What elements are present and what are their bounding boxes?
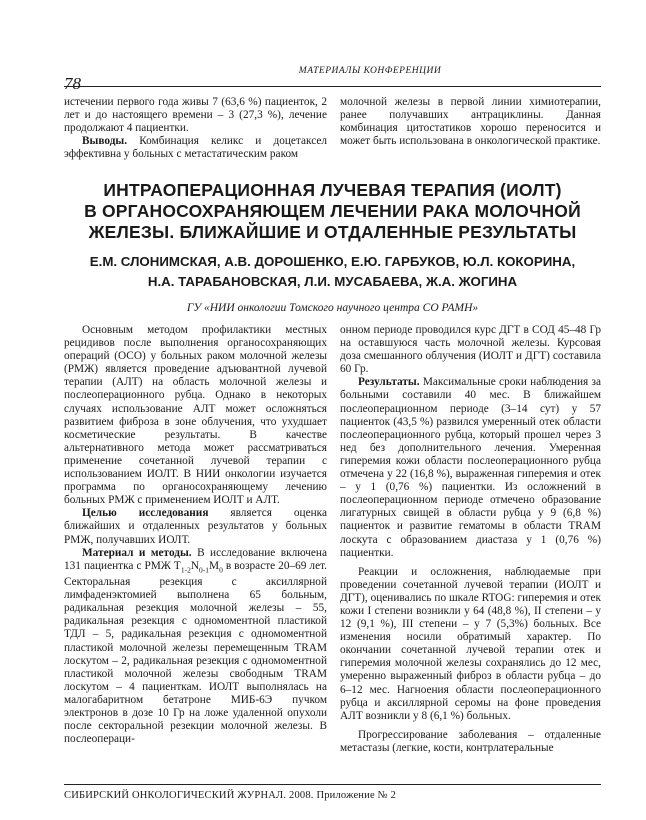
aim-text: является оценка ближайших и отдаленных результатов у больных РМЖ, получавших ИОЛТ. xyxy=(64,507,327,546)
main-left-column xyxy=(64,324,327,746)
conclusions-text: Комбинация келикс и доцетаксел эффективна у больных с метастатическим раком xyxy=(64,135,327,161)
page-number: 78 xyxy=(64,74,81,93)
m-subscript: 0 xyxy=(219,564,223,574)
affiliation: ГУ «НИИ онкологии Томского научного центра СО РАМН» xyxy=(186,302,479,314)
title-line: ИНТРАОПЕРАЦИОННАЯ ЛУЧЕВАЯ ТЕРАПИЯ (ИОЛТ) xyxy=(103,180,562,200)
intro-paragraph: Основным методом профилактики местных рецидивов после выполнения органосохраняющих операций (ОСО) у больных раком молочной железы (РМЖ) является проведение адъювантной лучевой терапии (АЛТ) на область молочной железы и послеоперационного рубца. Однако в некоторых случаях использование АЛТ может осложняться развитием фиброза в зоне облучения, что ухудшает косметические результаты. В качестве альтернативного метода может рассматриваться применение сочетанной лучевой терапии с использованием ИОЛТ. В НИИ онкологии изучается программа по органосохраняющему лечению больных РМЖ с применением ИОЛТ и АЛТ. xyxy=(64,324,327,507)
article-authors xyxy=(64,252,601,292)
header-rule xyxy=(64,86,601,87)
reactions-paragraph: Реакции и осложнения, наблюдаемые при проведении сочетанной лучевой терапии (ИОЛТ и ДГТ), оценивались по шкале RTOG: гиперемия и отек кожи I степени возникли у 64 (48,8 %), II степени – у 12 (9,1 %), III степени – у 7 (5,3%) больных. Все изменения носили обратимый характер. По окончании сочетанной лучевой терапии отек и гиперемия молочной железы сохранялись до 12 мес, умеренно выраженный фиброз в области рубца – до 6–12 мес. Нагноения области послеоперационного рубца и аксиллярной серомы на фоне проведения АЛТ возникли у 8 (6,1 %) больных. xyxy=(340,565,601,722)
m-letter: M xyxy=(209,559,220,572)
prev-article-conclusions xyxy=(64,135,327,161)
results-paragraph xyxy=(340,376,601,559)
methods-text-cont: в возрасте 20–69 лет. Секторальная резекция с аксиллярной лимфаденэктомией выполнена 65 больным, радикальная резекция молочной железы – 55, радикальная резекция с одномоментной пластикой ТДЛ – 5, радикальная резекция с одномоментной пластикой молочной железы перемещенным TRAM лоскутом – 2, радикальная резекция с одномоментной пластикой молочной железы свободным TRAM лоскутом – 4 пациенткам. ИОЛТ выполнялась на малогабаритном бетатроне МИБ-6Э пучком электронов в дозе 10 Гр на ложе удаленной опухоли после секторальной резекции молочной железы. В послеопераци- xyxy=(64,559,327,746)
progression-paragraph: Прогрессирование заболевания – отдаленные метастазы (легкие, кости, контрлатеральные xyxy=(340,728,601,754)
n-subscript: 0-1 xyxy=(199,564,210,574)
title-line: В ОРГАНОСОХРАНЯЮЩЕМ ЛЕЧЕНИИ РАКА МОЛОЧНОЙ xyxy=(84,201,581,221)
methods-label: Материал и методы. xyxy=(82,546,192,559)
footer-rule xyxy=(64,784,601,785)
methods-continuation: онном периоде проводился курс ДГТ в СОД 45–48 Гр на оставшуюся часть молочной железы. Курсовая доза смешанного облучения (ИОЛТ и ДГТ) составила 60 Гр. xyxy=(340,324,601,376)
running-head: МАТЕРИАЛЫ КОНФЕРЕНЦИИ xyxy=(298,66,442,76)
conclusions-label: Выводы. xyxy=(82,135,128,148)
aim-paragraph xyxy=(64,507,327,546)
article-title xyxy=(64,180,601,243)
methods-paragraph xyxy=(64,547,327,747)
results-label: Результаты. xyxy=(358,376,420,389)
aim-label: Целью исследования xyxy=(82,507,209,520)
methods-text: В исследование включена 131 пациентка с РМЖ T xyxy=(64,546,327,572)
authors-line: Е.М. СЛОНИМСКАЯ, А.В. ДОРОШЕНКО, Е.Ю. ГАРБУКОВ, Ю.Л. КОКОРИНА, xyxy=(89,254,576,269)
prev-article-paragraph: молочной железы в первой линии химиотерапии, ранее получавших антрациклины. Данная комбинация цитостатиков хорошо переносится и может быть использована в онкологической практике. xyxy=(340,96,601,148)
prev-article-right-column xyxy=(340,96,601,148)
journal-footer: СИБИРСКИЙ ОНКОЛОГИЧЕСКИЙ ЖУРНАЛ. 2008. Приложение № 2 xyxy=(64,790,397,801)
main-right-column xyxy=(340,324,601,755)
authors-line: Н.А. ТАРАБАНОВСКАЯ, Л.И. МУСАБАЕВА, Ж.А. ЖОГИНА xyxy=(147,274,518,289)
prev-article-paragraph: истечении первого года живы 7 (63,6 %) пациенток, 2 лет и до настоящего времени – 3 (27,3 %), лечение продолжают 4 пациентки. xyxy=(64,96,327,135)
results-text: Максимальные сроки наблюдения за больными составили 40 мес. В ближайшем послеоперационном периоде (3–14 сут) у 57 пациенток (43,5 %) развился умеренный отек области послеоперационного рубца, который прошел через 3 нед без дополнительного лечения. Умеренная гиперемия кожи области послеоперационного рубца отмечена у 22 (16,8 %), выраженная гиперемия и отек – у 1 (0,76 %) пациентки. Из осложнений в послеоперационном периоде отмечено образование лигатурных свищей в области рубца у 9 (6,8 %) пациенток и развитие гематомы в области TRAM лоскута с образованием диастаза у 1 (0,76 %) пациентки. xyxy=(340,376,601,559)
t-subscript: 1-2 xyxy=(180,564,191,574)
prev-article-left-column xyxy=(64,96,327,161)
n-letter: N xyxy=(190,559,200,572)
title-line: ЖЕЛЕЗЫ. БЛИЖАЙШИЕ И ОТДАЛЕННЫЕ РЕЗУЛЬТАТЫ xyxy=(88,222,577,242)
